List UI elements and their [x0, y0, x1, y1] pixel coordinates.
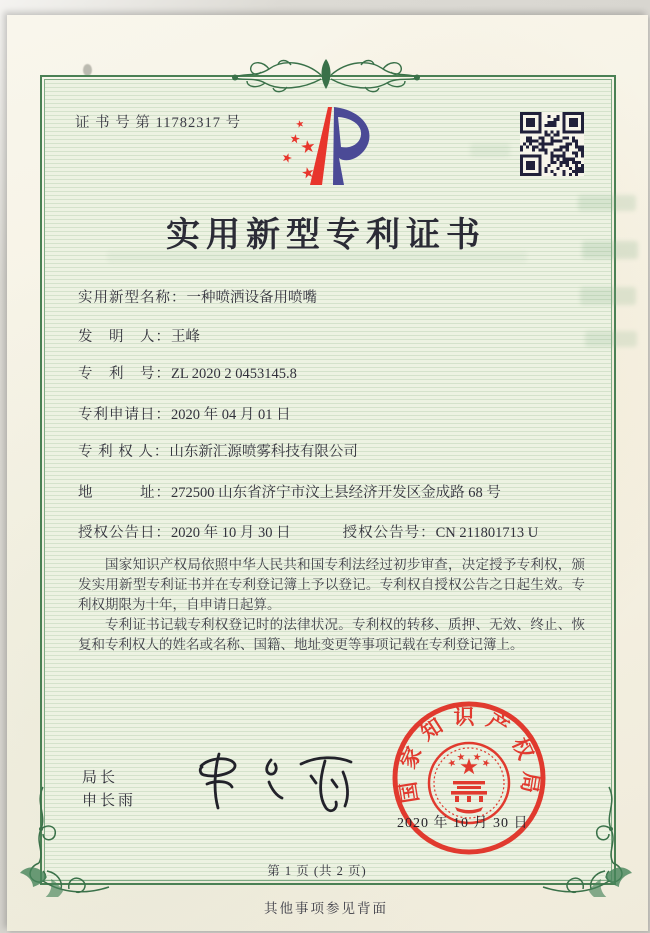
field-row-patent-no — [78, 365, 590, 384]
field-row-name — [78, 289, 590, 308]
field-value: 2020 年 04 月 01 日 — [171, 407, 291, 423]
director-title: 局长 — [82, 770, 119, 786]
field-row-address — [78, 484, 590, 503]
certificate-paper — [7, 15, 648, 931]
legal-paragraph-2: 专利证书记载专利权登记时的法律状况。专利权的转移、质押、无效、终止、恢复和专利权人的姓名或名称、国籍、地址变更等事项记载在专利登记簿上。 — [78, 617, 585, 652]
field-value: 一种喷洒设备用喷嘴 — [186, 290, 317, 306]
field-value: 272500 山东省济宁市汶上县经济开发区金成路 68 号 — [171, 485, 501, 501]
field-label: 专 利 权 人： — [78, 444, 170, 460]
showthrough-mark — [585, 331, 637, 347]
field-value: 山东新汇源喷雾科技有限公司 — [169, 444, 358, 460]
field-label: 专 利 号： — [78, 366, 171, 382]
page-number: 第 1 页 (共 2 页) — [267, 864, 367, 878]
field-value: 2020 年 10 月 30 日 — [171, 525, 291, 541]
legal-body-text — [78, 555, 585, 655]
field-label: 实用新型名称： — [78, 290, 187, 306]
seal-text: 国家知识产权局 — [394, 704, 544, 805]
handwritten-signature-icon — [185, 748, 365, 816]
legal-paragraph-1: 国家知识产权局依照中华人民共和国专利法经过初步审查，决定授予专利权，颁发实用新型专利证书并在专利登记簿上予以登记。专利权自授权公告之日起生效。专利权期限为十年，自申请日起算。 — [78, 557, 585, 612]
director-block — [82, 767, 136, 813]
cnipa-logo-icon — [272, 103, 388, 189]
field-value: ZL 2020 2 0453145.8 — [171, 366, 297, 382]
field-row-inventor — [78, 328, 590, 347]
field-row-filing-date — [78, 406, 590, 425]
qr-code — [520, 112, 584, 176]
svg-text:国家知识产权局 — [394, 705, 543, 805]
director-name: 申长雨 — [82, 793, 137, 809]
field-value: 王峰 — [171, 329, 200, 345]
showthrough-mark — [470, 143, 510, 157]
field-label: 专利申请日： — [78, 407, 171, 423]
cnipa-official-seal-icon — [378, 687, 560, 869]
field-row-patentee — [78, 443, 590, 462]
field-label: 发 明 人： — [78, 329, 171, 345]
field-label: 授权公告日： — [78, 525, 171, 541]
seal-date: 2020 年 10 月 30 日 — [397, 816, 529, 831]
field-label: 授权公告号： — [342, 525, 436, 541]
field-label: 地 址： — [78, 485, 171, 501]
field-value: CN 211801713 U — [435, 525, 539, 541]
field-row-grant — [78, 524, 590, 543]
certificate-number: 证 书 号 第 11782317 号 — [75, 115, 242, 131]
back-note: 其他事项参见背面 — [264, 901, 388, 916]
certificate-title: 实用新型专利证书 — [166, 217, 486, 254]
